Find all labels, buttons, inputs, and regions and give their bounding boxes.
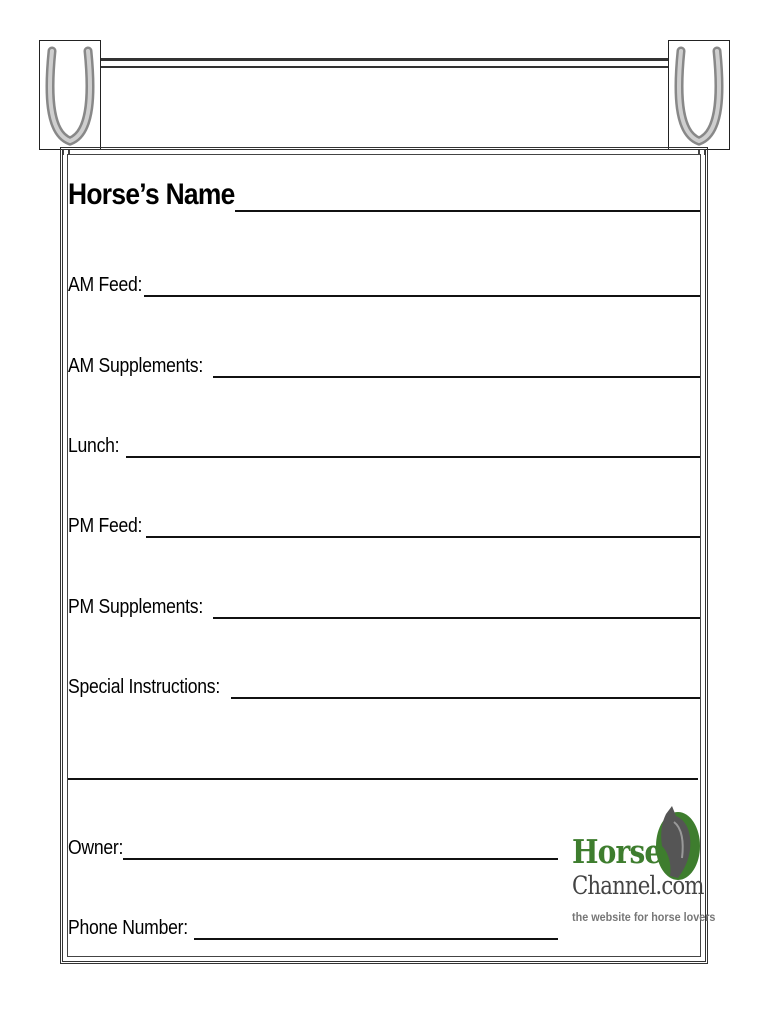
special-instructions-line[interactable] <box>231 697 700 699</box>
owner-label: Owner: <box>68 837 124 859</box>
logo-horse-text: Horse <box>572 832 662 871</box>
horsechannel-logo <box>570 802 716 932</box>
horse-name-row <box>68 180 700 210</box>
pm-feed-label: PM Feed: <box>68 515 143 537</box>
special-instructions-label: Special Instructions: <box>68 676 220 698</box>
lunch-line[interactable] <box>126 456 700 458</box>
lunch-row <box>68 436 700 456</box>
owner-row <box>68 838 558 858</box>
am-feed-row <box>68 275 700 295</box>
pm-supplements-line[interactable] <box>213 617 700 619</box>
logo-tagline: the website for horse lovers <box>572 910 716 924</box>
horseshoe-icon <box>40 41 100 149</box>
phone-line[interactable] <box>194 938 558 940</box>
special-instructions-extra-line[interactable] <box>68 778 698 780</box>
logo-channel-text: Channel.com <box>572 871 704 900</box>
pm-supplements-row <box>68 597 700 617</box>
am-supplements-line[interactable] <box>213 376 700 378</box>
pm-feed-line[interactable] <box>146 536 700 538</box>
am-feed-label: AM Feed: <box>68 274 143 296</box>
left-horseshoe-tile <box>39 40 101 150</box>
phone-row <box>68 918 558 938</box>
pm-supplements-label: PM Supplements: <box>68 596 203 618</box>
am-feed-line[interactable] <box>144 295 700 297</box>
owner-line[interactable] <box>123 858 558 860</box>
lunch-label: Lunch: <box>68 435 120 457</box>
horse-name-line[interactable] <box>235 210 700 212</box>
am-supplements-row <box>68 356 700 376</box>
am-supplements-label: AM Supplements: <box>68 355 203 377</box>
special-instructions-row <box>68 677 700 697</box>
pm-feed-row <box>68 516 700 536</box>
phone-label: Phone Number: <box>68 917 188 939</box>
horseshoe-icon <box>669 41 729 149</box>
horse-name-label: Horse’s Name <box>68 178 235 211</box>
right-horseshoe-tile <box>668 40 730 150</box>
top-rail <box>95 58 675 68</box>
